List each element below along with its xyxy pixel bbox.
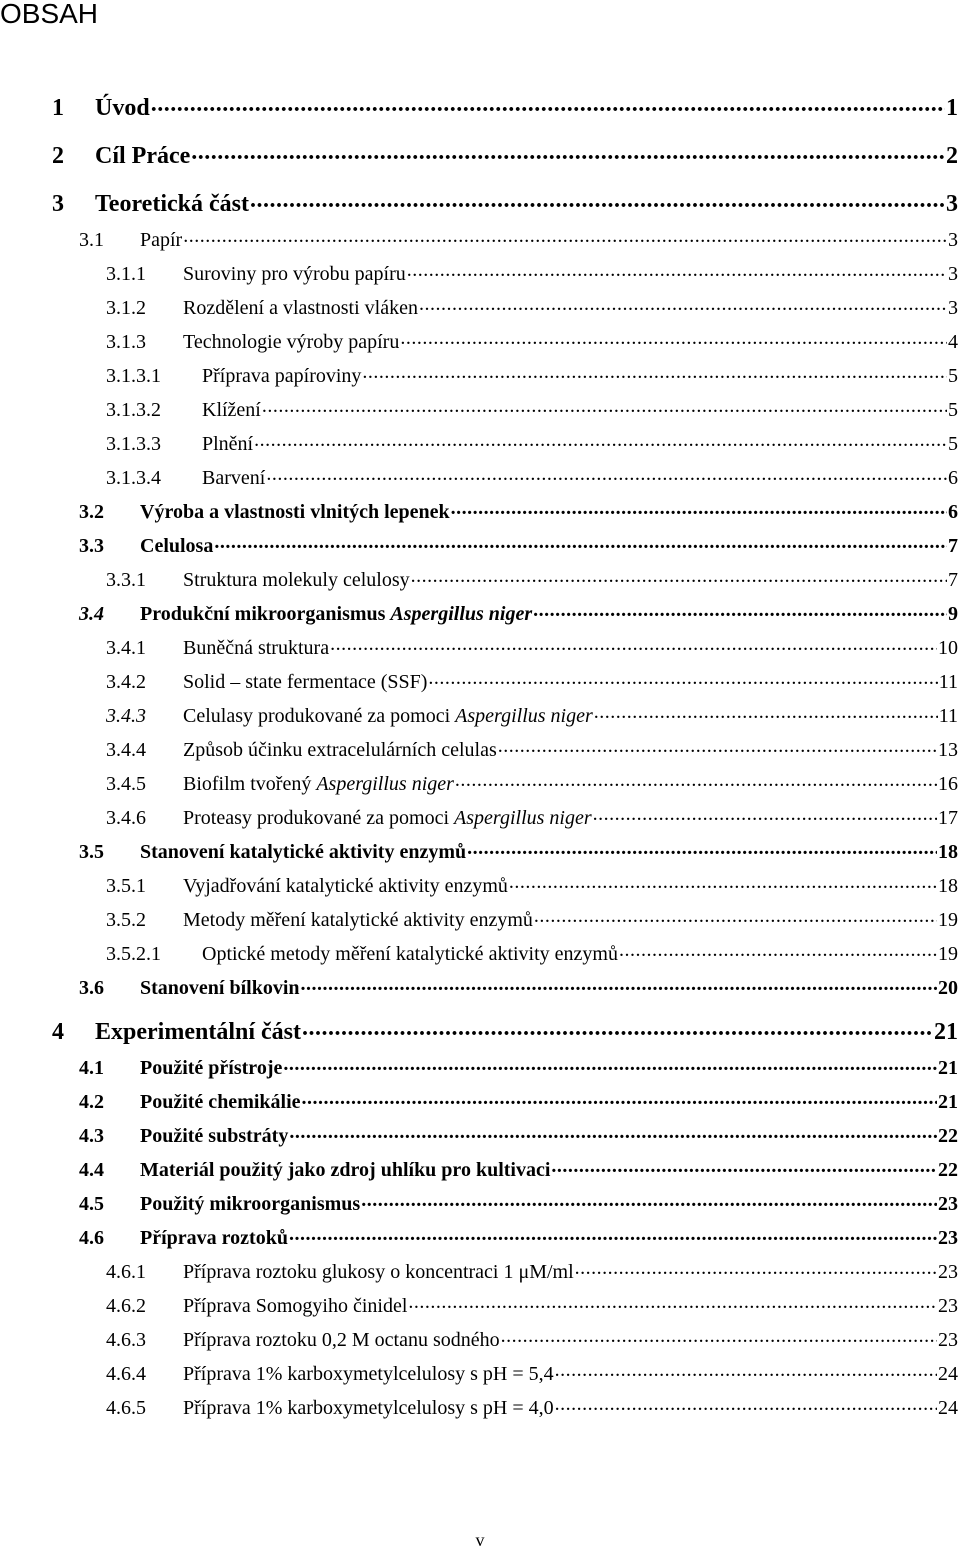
toc-entry-number: 3.5.1 (106, 875, 146, 897)
toc-entry-number: 3.6 (79, 977, 104, 999)
toc-entry[interactable] (106, 701, 958, 731)
toc-entry[interactable] (106, 327, 958, 357)
toc-entry-page: 23 (938, 1329, 958, 1351)
toc-entry-title (183, 1393, 554, 1423)
toc-entry-number: 3.3 (79, 535, 104, 557)
toc-entry-number: 4.5 (79, 1193, 104, 1215)
toc-entry-page: 24 (938, 1363, 958, 1385)
toc-entry-page: 3 (948, 229, 958, 251)
toc-entry-number: 4.4 (79, 1159, 104, 1181)
toc-entry-title-italic: Aspergillus niger (316, 773, 454, 795)
page-number: v (475, 1530, 485, 1550)
toc-entry-title-text: Příprava 1% karboxymetylcelulosy s pH = 4,0 (183, 1397, 554, 1419)
toc-leader-dots (551, 1151, 937, 1181)
toc-entry-title (202, 939, 618, 969)
toc-leader-dots (262, 391, 947, 421)
toc-entry-title-text: Použité substráty (140, 1125, 289, 1147)
toc-leader-dots (534, 901, 937, 931)
toc-entry-title-text: Použité chemikálie (140, 1091, 301, 1113)
toc-entry-title-text: Plnění (202, 433, 254, 455)
toc-entry[interactable] (106, 939, 958, 969)
toc-entry-number: 4 (52, 1019, 64, 1045)
toc-entry-page: 18 (938, 875, 958, 897)
toc-leader-dots (302, 1083, 937, 1113)
toc-entry-page: 3 (948, 297, 958, 319)
toc-entry-title-text: Výroba a vlastnosti vlnitých lepenek (140, 501, 450, 523)
toc-entry[interactable] (79, 599, 958, 629)
toc-entry-title-text: Příprava roztoku glukosy o koncentraci 1 μM/ml (183, 1261, 574, 1283)
toc-entry-title (202, 463, 265, 493)
toc-entry-number: 3 (52, 191, 64, 217)
toc-entry-number: 4.6.4 (106, 1363, 146, 1385)
toc-leader-dots (555, 1355, 937, 1385)
toc-entry-title (183, 871, 508, 901)
page-title: OBSAH (0, 0, 99, 29)
toc-entry-page: 18 (938, 841, 958, 863)
toc-entry-title (140, 837, 466, 867)
toc-entry-number: 4.6.5 (106, 1397, 146, 1419)
toc-entry-title (140, 497, 450, 527)
toc-entry-title (140, 1223, 288, 1253)
toc-entry-title-text: Použitý mikroorganismus (140, 1193, 361, 1215)
toc-entry-page: 23 (938, 1261, 958, 1283)
toc-entry-title (183, 1325, 500, 1355)
toc-entry-number: 3.4.3 (106, 705, 146, 727)
toc-entry-page: 23 (938, 1295, 958, 1317)
toc-entry[interactable] (106, 905, 958, 935)
toc-entry-title (183, 1257, 574, 1287)
toc-leader-dots (408, 1287, 937, 1317)
toc-entry-title-italic: Aspergillus niger (454, 807, 592, 829)
toc-leader-dots (533, 595, 947, 625)
toc-entry-page: 7 (948, 535, 958, 557)
toc-entry[interactable] (79, 973, 958, 1003)
toc-entry-title-text: Příprava Somogyiho činidel (183, 1295, 408, 1317)
toc-entry-title (202, 361, 361, 391)
toc-entry-title-text: Suroviny pro výrobu papíru (183, 263, 406, 285)
toc-entry[interactable] (79, 1053, 958, 1083)
toc-entry-title (183, 803, 592, 833)
toc-entry-number: 3.4.1 (106, 637, 146, 659)
toc-entry[interactable] (52, 141, 958, 171)
toc-entry-page: 13 (938, 739, 958, 761)
toc-entry-page: 3 (946, 191, 958, 217)
toc-entry-number: 4.1 (79, 1057, 104, 1079)
toc-entry[interactable] (79, 225, 958, 255)
toc-entry-page: 4 (948, 331, 958, 353)
toc-entry-page: 5 (948, 399, 958, 421)
toc-entry-title-text: Příprava 1% karboxymetylcelulosy s pH = 5,4 (183, 1363, 554, 1385)
toc-entry[interactable] (79, 1087, 958, 1117)
toc-entry-title (183, 259, 406, 289)
toc-entry-title-text: Biofilm tvořený (183, 773, 317, 795)
toc-entry-title (140, 531, 213, 561)
toc-entry[interactable] (106, 633, 958, 663)
toc-entry-number: 3.1.2 (106, 297, 146, 319)
toc-entry-page: 23 (938, 1227, 958, 1249)
toc-entry-title-text: Příprava roztoků (140, 1227, 288, 1249)
toc-entry-page: 6 (948, 501, 958, 523)
toc-entry[interactable] (106, 1291, 958, 1321)
toc-entry-title-text: Barvení (202, 467, 266, 489)
toc-entry-title-italic: Aspergillus niger (455, 705, 593, 727)
toc-entry-title (183, 1359, 554, 1389)
toc-entry-title-text: Materiál použitý jako zdroj uhlíku pro kultivaci (140, 1159, 551, 1181)
toc-entry-page: 11 (938, 671, 958, 693)
toc-entry[interactable] (106, 803, 958, 833)
toc-entry-title (183, 565, 410, 595)
toc-entry-number: 3.4.5 (106, 773, 146, 795)
toc-entry-title (202, 395, 261, 425)
toc-entry-page: 21 (938, 1057, 958, 1079)
toc-entry-title (183, 769, 454, 799)
toc-entry-title (140, 973, 300, 1003)
toc-entry-number: 3.3.1 (106, 569, 146, 591)
toc-entry-page: 7 (948, 569, 958, 591)
toc-leader-dots (283, 1049, 937, 1079)
toc-leader-dots (301, 969, 937, 999)
toc-entry-page: 19 (938, 909, 958, 931)
toc-leader-dots (619, 935, 937, 965)
toc-entry-title (95, 141, 190, 171)
toc-entry-page: 19 (938, 943, 958, 965)
toc-entry-page: 5 (948, 365, 958, 387)
toc-leader-dots (254, 425, 947, 455)
toc-entry[interactable] (79, 531, 958, 561)
toc-entry-title (140, 1053, 282, 1083)
toc-entry[interactable] (106, 395, 958, 425)
toc-leader-dots (411, 561, 947, 591)
toc-leader-dots (266, 459, 947, 489)
toc-leader-dots (501, 1321, 937, 1351)
toc-entry-page: 10 (938, 637, 958, 659)
toc-entry-number: 3.1.1 (106, 263, 146, 285)
toc-entry-number: 4.6.3 (106, 1329, 146, 1351)
toc-entry-number: 4.2 (79, 1091, 104, 1113)
toc-entry-number: 4.3 (79, 1125, 104, 1147)
toc-entry-page: 9 (948, 603, 958, 625)
toc-entry-number: 1 (52, 95, 64, 121)
toc-entry-title-text: Použité přístroje (140, 1057, 283, 1079)
toc-entry-page: 21 (934, 1019, 958, 1045)
toc-entry-title-text: Příprava papíroviny (202, 365, 362, 387)
toc-entry-title (202, 429, 253, 459)
toc-entry[interactable] (79, 1121, 958, 1151)
toc-entry-title (183, 327, 399, 357)
toc-entry[interactable] (106, 1325, 958, 1355)
toc-leader-dots (451, 493, 947, 523)
toc-leader-dots (419, 289, 947, 319)
toc-entry[interactable] (52, 93, 958, 123)
toc-entry-title (183, 905, 533, 935)
toc-entry-title-text: Struktura molekuly celulosy (183, 569, 410, 591)
toc-entry-title-text: Produkční mikroorganismus (140, 603, 391, 625)
toc-entry-title (95, 189, 249, 219)
toc-entry-title (95, 1017, 301, 1047)
toc-entry-number: 3.1.3.2 (106, 399, 161, 421)
toc-entry-page: 17 (938, 807, 958, 829)
toc-entry[interactable] (106, 667, 958, 697)
toc-leader-dots (498, 731, 937, 761)
toc-entry-title-text: Rozdělení a vlastnosti vláken (183, 297, 418, 319)
toc-leader-dots (593, 799, 937, 829)
toc-entry-title-text: Příprava roztoku 0,2 M octanu sodného (183, 1329, 500, 1351)
toc-entry-number: 3.4.2 (106, 671, 146, 693)
toc-entry-number: 3.1.3 (106, 331, 146, 353)
toc-entry-number: 3.2 (79, 501, 104, 523)
toc-entry-page: 24 (938, 1397, 958, 1419)
toc-entry-title (95, 93, 150, 123)
toc-entry-number: 3.4.4 (106, 739, 146, 761)
toc-entry-title-text: Celulosa (140, 535, 214, 557)
toc-entry-number: 4.6 (79, 1227, 104, 1249)
toc-entry-page: 5 (948, 433, 958, 455)
toc-entry-title (183, 667, 427, 697)
toc-entry-title-text: Stanovení bílkovin (140, 977, 300, 999)
toc-entry-page: 20 (938, 977, 958, 999)
toc-entry-title (140, 1087, 301, 1117)
toc-leader-dots (214, 527, 947, 557)
toc-entry-title-text: Vyjadřování katalytické aktivity enzymů (183, 875, 508, 897)
toc-entry-title (183, 701, 593, 731)
toc-entry-title (140, 599, 532, 629)
toc-entry[interactable] (106, 1359, 958, 1389)
toc-leader-dots (302, 1013, 933, 1043)
toc-entry-title-text: Metody měření katalytické aktivity enzymů (183, 909, 533, 931)
toc-leader-dots (594, 697, 938, 727)
toc-entry-page: 6 (948, 467, 958, 489)
toc-entry-title-text: Optické metody měření katalytické aktivity enzymů (202, 943, 618, 965)
toc-entry-number: 3.5.2.1 (106, 943, 161, 965)
toc-entry-page: 16 (938, 773, 958, 795)
toc-leader-dots (555, 1389, 937, 1419)
toc-leader-dots (183, 221, 947, 251)
toc-entry-number: 3.5.2 (106, 909, 146, 931)
toc-entry-title-text: Úvod (95, 95, 150, 121)
toc-entry[interactable] (106, 259, 958, 289)
toc-entry-number: 3.1.3.4 (106, 467, 161, 489)
toc-entry-number: 3.1.3.3 (106, 433, 161, 455)
toc-entry[interactable] (106, 565, 958, 595)
toc-leader-dots (428, 663, 937, 693)
toc-entry-title (183, 293, 418, 323)
toc-leader-dots (455, 765, 937, 795)
toc-entry[interactable] (106, 735, 958, 765)
toc-entry[interactable] (52, 189, 958, 219)
toc-leader-dots (467, 833, 937, 863)
toc-entry-number: 3.5 (79, 841, 104, 863)
toc-entry[interactable] (106, 429, 958, 459)
toc-entry[interactable] (106, 463, 958, 493)
toc-entry-title-text: Celulasy produkované za pomoci (183, 705, 456, 727)
toc-entry-title (183, 735, 497, 765)
toc-leader-dots (575, 1253, 937, 1283)
toc-entry[interactable] (79, 837, 958, 867)
toc-leader-dots (330, 629, 937, 659)
toc-entry-number: 3.1.3.1 (106, 365, 161, 387)
toc-entry[interactable] (106, 293, 958, 323)
toc-entry-number: 3.4.6 (106, 807, 146, 829)
toc-leader-dots (509, 867, 937, 897)
toc-entry[interactable] (106, 361, 958, 391)
toc-entry-page: 22 (938, 1125, 958, 1147)
toc-entry-page: 21 (938, 1091, 958, 1113)
toc-entry-title (183, 1291, 407, 1321)
toc-entry-number: 4.6.1 (106, 1261, 146, 1283)
toc-entry-title-text: Papír (140, 229, 183, 251)
toc-entry[interactable] (79, 1223, 958, 1253)
toc-entry[interactable] (52, 1017, 958, 1047)
toc-entry-number: 3.4 (79, 603, 104, 625)
toc-entry[interactable] (106, 769, 958, 799)
toc-entry-title (140, 1155, 550, 1185)
toc-entry-title-text: Způsob účinku extracelulárních celulas (183, 739, 497, 761)
toc-entry-title-text: Solid – state fermentace (SSF) (183, 671, 428, 693)
toc-entry[interactable] (79, 497, 958, 527)
toc-entry-title-text: Experimentální část (95, 1019, 301, 1045)
toc-entry-number: 4.6.2 (106, 1295, 146, 1317)
toc-entry-title (140, 1189, 360, 1219)
toc-leader-dots (400, 323, 947, 353)
toc-entry[interactable] (106, 1393, 958, 1423)
toc-entry-page: 23 (938, 1193, 958, 1215)
toc-entry-title (183, 633, 329, 663)
toc-leader-dots (407, 255, 947, 285)
toc-entry-page: 11 (938, 705, 958, 727)
toc-entry-number: 2 (52, 143, 64, 169)
toc-entry-title-text: Proteasy produkované za pomoci (183, 807, 455, 829)
toc-entry-page: 1 (946, 95, 958, 121)
toc-entry-title-italic: Aspergillus niger (390, 603, 533, 625)
toc-entry-number: 3.1 (79, 229, 104, 251)
toc-entry-title-text: Teoretická část (95, 191, 249, 217)
toc-entry-title-text: Buněčná struktura (183, 637, 330, 659)
toc-leader-dots (289, 1219, 937, 1249)
toc-entry[interactable] (79, 1155, 958, 1185)
toc-entry[interactable] (106, 871, 958, 901)
toc-entry-title-text: Cíl Práce (95, 143, 191, 169)
toc-entry-page: 2 (946, 143, 958, 169)
toc-entry-title-text: Stanovení katalytické aktivity enzymů (140, 841, 467, 863)
toc-entry[interactable] (106, 1257, 958, 1287)
toc-entry-title (140, 1121, 288, 1151)
toc-entry-title-text: Klížení (202, 399, 261, 421)
toc-leader-dots (151, 89, 945, 119)
toc-leader-dots (289, 1117, 937, 1147)
toc-entry-page: 3 (948, 263, 958, 285)
toc-entry-page: 22 (938, 1159, 958, 1181)
toc-leader-dots (361, 1185, 937, 1215)
toc-leader-dots (362, 357, 947, 387)
toc-entry-title-text: Technologie výroby papíru (183, 331, 400, 353)
toc-entry-title (140, 225, 182, 255)
toc-leader-dots (191, 137, 945, 167)
toc-entry[interactable] (79, 1189, 958, 1219)
toc-leader-dots (250, 185, 945, 215)
